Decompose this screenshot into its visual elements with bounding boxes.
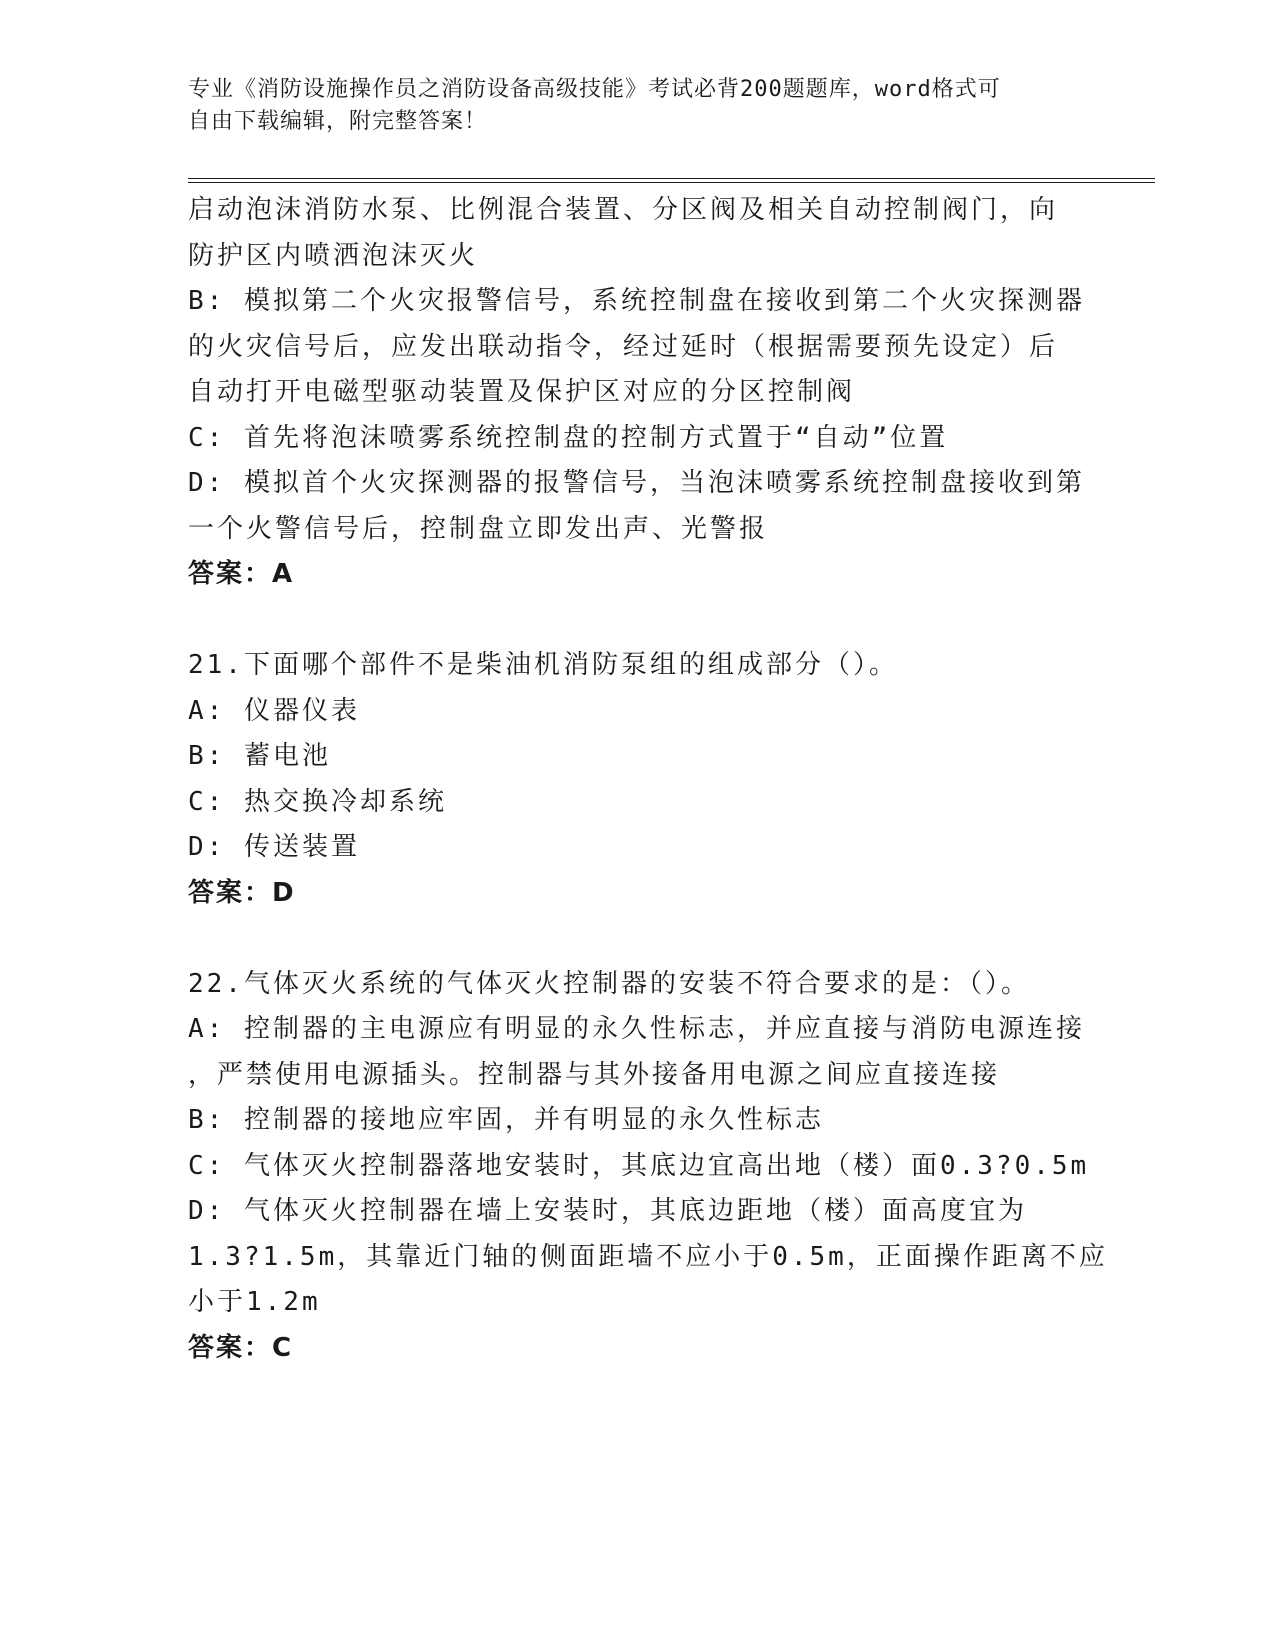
page-header [188,74,1088,138]
option-a-line-1: A: 控制器的主电源应有明显的永久性标志，并应直接与消防电源连接 [188,1014,1085,1044]
option-c: C: 首先将泡沫喷雾系统控制盘的控制方式置于“自动”位置 [188,422,949,453]
option-c: C: 热交换冷却系统 [188,786,447,817]
option-a-line-2: ，严禁使用电源插头。控制器与其外接备用电源之间应直接连接 [188,1059,1001,1090]
header-divider-top [188,178,1155,179]
answer: 答案：C [188,1332,294,1363]
question-stem: 21.下面哪个部件不是柴油机消防泵组的组成部分（）。 [188,650,898,680]
option-b: B: 控制器的接地应牢固，并有明显的永久性标志 [188,1105,824,1135]
option-d-line-2: 1.3?1.5m，其靠近门轴的侧面距墙不应小于0.5m，正面操作距离不应 [188,1241,1108,1272]
option-d-line-3: 小于1.2m [188,1287,321,1317]
option-b-line-2: 的火灾信号后，应发出联动指令，经过延时（根据需要预先设定）后 [188,331,1059,362]
question-20-continued [188,188,1088,598]
option-b: B: 蓄电池 [188,741,331,771]
option-b-line-1: B: 模拟第二个火灾报警信号，系统控制盘在接收到第二个火灾探测器 [188,286,1085,316]
question-stem: 22.气体灭火系统的气体灭火控制器的安装不符合要求的是：（）。 [188,968,1030,999]
option-a-continued-line-1: 启动泡沫消防水泵、比例混合装置、分区阀及相关自动控制阀门，向 [188,195,1059,225]
header-title-line-1: 专业《消防设施操作员之消防设备高级技能》考试必背200题题库，word格式可 [188,77,1001,102]
option-d-line-2: 一个火警信号后，控制盘立即发出声、光警报 [188,513,769,544]
question-content [188,188,1108,1371]
header-title-line-2: 自由下载编辑，附完整答案！ [188,109,488,134]
answer: 答案：A [188,559,295,589]
option-d-line-1: D: 气体灭火控制器在墙上安装时，其底边距地（楼）面高度宜为 [188,1196,1027,1226]
option-a: A: 仪器仪表 [188,695,360,726]
header-divider-bottom [188,182,1155,183]
question-22 [188,962,1108,1372]
option-a-continued-line-2: 防护区内喷洒泡沫灭火 [188,240,479,271]
spacer [188,598,1088,644]
answer: 答案：D [188,877,296,908]
question-21 [188,643,1088,916]
option-c: C: 气体灭火控制器落地安装时，其底边宜高出地（楼）面0.3?0.5m [188,1150,1090,1181]
spacer [188,916,1088,962]
option-b-line-3: 自动打开电磁型驱动装置及保护区对应的分区控制阀 [188,377,856,407]
option-d: D: 传送装置 [188,832,360,862]
option-d-line-1: D: 模拟首个火灾探测器的报警信号，当泡沫喷雾系统控制盘接收到第 [188,468,1085,498]
